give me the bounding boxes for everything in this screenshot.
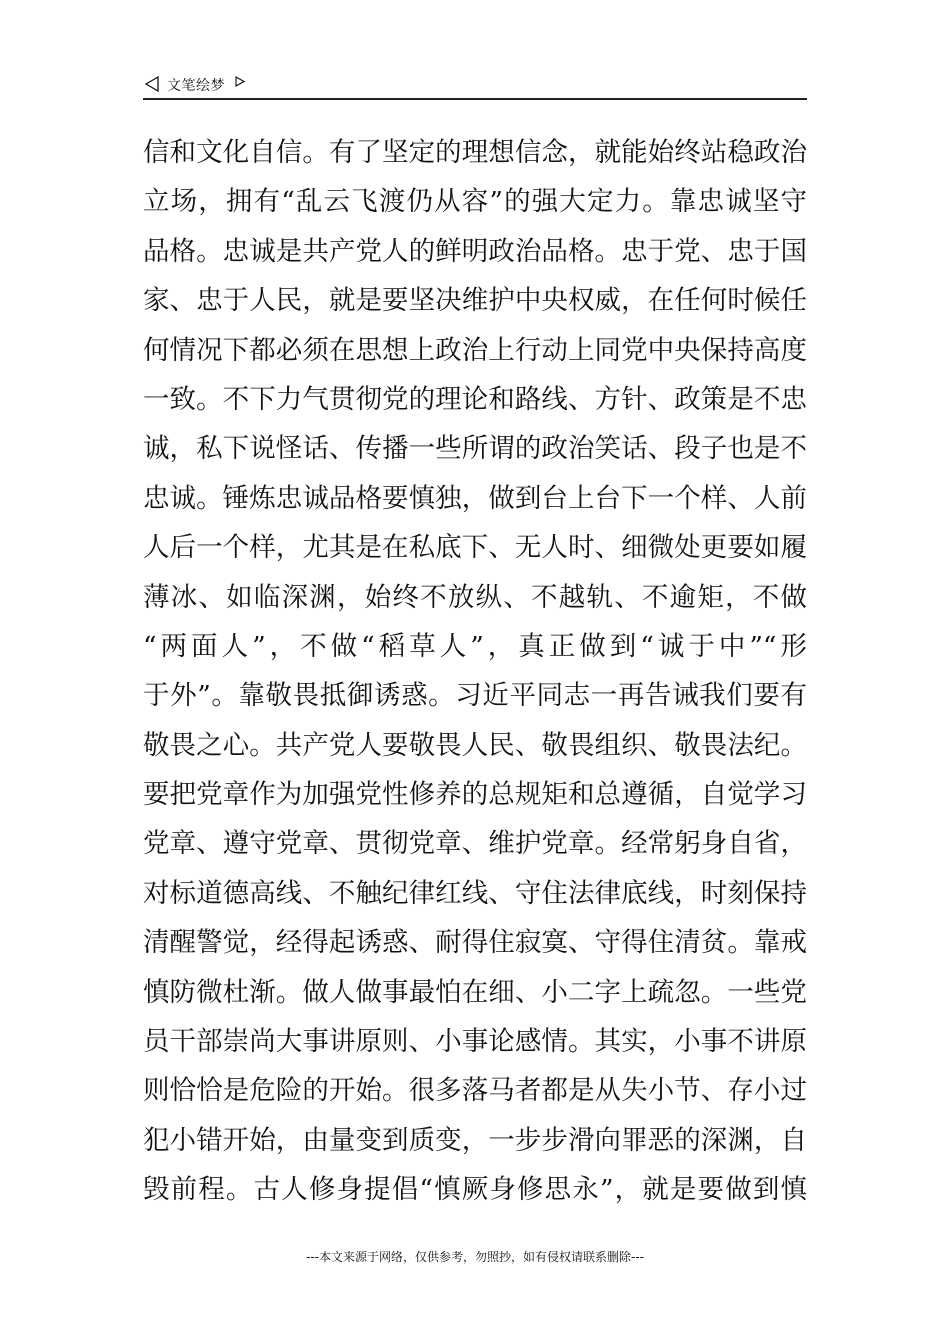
text-line: 薄冰、如临深渊，始终不放纵、不越轨、不逾矩，不做 [143, 581, 807, 613]
text-line: 家、忠于人民，就是要坚决维护中央权威，在任何时候任 [143, 285, 807, 317]
text-line: “两面人”，不做“稻草人”，真正做到“诚于中”“形 [143, 630, 807, 662]
text-line: 人后一个样，尤其是在私底下、无人时、细微处更要如履 [143, 532, 807, 564]
text-line: 党章、遵守党章、贯彻党章、维护党章。经常躬身自省， [143, 828, 807, 860]
text-line: 信和文化自信。有了坚定的理想信念，就能始终站稳政治 [143, 137, 807, 168]
text-line: 诚，私下说怪话、传播一些所谓的政治笑话、段子也是不 [143, 433, 807, 465]
text-line: 一致。不下力气贯彻党的理论和路线、方针、政策是不忠 [143, 383, 807, 415]
text-line: 犯小错开始，由量变到质变，一步步滑向罪恶的深渊，自 [143, 1124, 807, 1156]
text-line: 清醒警觉，经得起诱惑、耐得住寂寞、守得住清贫。靠戒 [143, 927, 807, 959]
text-line: 要把党章作为加强党性修养的总规矩和总遵循，自觉学习 [143, 779, 807, 811]
text-line: 敬畏之心。共产党人要敬畏人民、敬畏组织、敬畏法纪。 [143, 729, 807, 761]
text-line: 毁前程。古人修身提倡“慎厥身修思永”，就是要做到慎 [143, 1174, 807, 1206]
text-line: 员干部崇尚大事讲原则、小事论感情。其实，小事不讲原 [143, 1026, 807, 1058]
text-line: 忠诚。锤炼忠诚品格要慎独，做到台上台下一个样、人前 [143, 482, 807, 514]
text-line: 对标道德高线、不触纪律红线、守住法律底线，时刻保持 [143, 877, 807, 909]
footer-disclaimer: ---本文来源于网络，仅供参考，勿照抄，如有侵权请联系删除--- [306, 1250, 644, 1264]
text-line: 于外”。靠敬畏抵御诱惑。习近平同志一再告诫我们要有 [143, 680, 807, 712]
text-line: 立场，拥有“乱云飞渡仍从容”的强大定力。靠忠诚坚守 [143, 186, 807, 218]
text-line: 品格。忠诚是共产党人的鲜明政治品格。忠于党、忠于国 [143, 235, 807, 267]
text-line: 何情况下都必须在思想上政治上行动上同党中央保持高度 [143, 334, 807, 366]
header-brand: 文笔绘梦 [167, 78, 225, 94]
text-line: 慎防微杜渐。做人做事最怕在细、小二字上疏忽。一些党 [143, 976, 807, 1008]
triangle-right-icon [235, 76, 245, 87]
triangle-left-icon [145, 76, 159, 92]
text-line: 则恰恰是危险的开始。很多落马者都是从失小节、存小过 [143, 1075, 807, 1107]
page-header [143, 72, 807, 100]
document-body [143, 128, 807, 1215]
